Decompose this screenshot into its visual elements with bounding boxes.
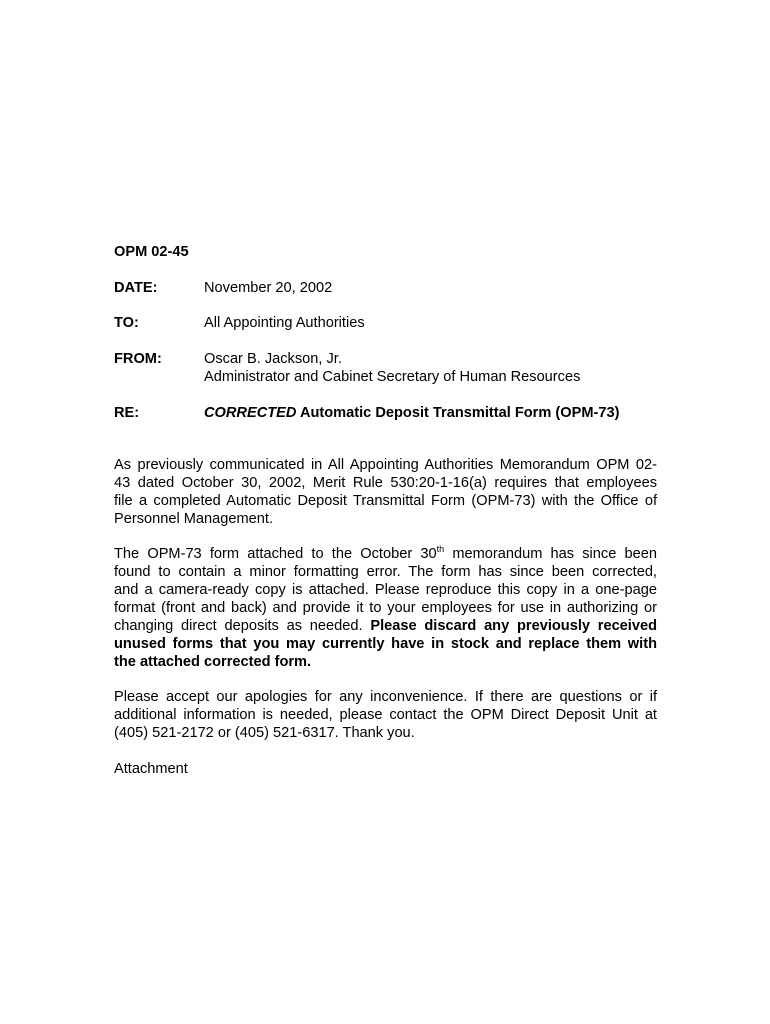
paragraph-2-text: memorandum has since been <box>444 546 657 562</box>
paragraph-2-line <box>114 545 657 563</box>
memo-number: OPM 02-45 <box>114 244 189 260</box>
paragraph-1-line: file a completed Automatic Deposit Transmittal Form (OPM-73) with the Office of <box>114 493 657 509</box>
to-label: TO: <box>114 315 139 331</box>
paragraph-3-line: (405) 521-2172 or (405) 521-6317. Thank you. <box>114 725 415 741</box>
re-label: RE: <box>114 405 140 421</box>
from-value <box>204 350 674 386</box>
paragraph-2-emphasis: Please discard any previously received <box>370 618 657 634</box>
paragraph-2-line: and a camera-ready copy is attached. Please reproduce this copy in a one-page <box>114 582 657 598</box>
re-subject: Automatic Deposit Transmittal Form (OPM-73) <box>296 405 620 421</box>
ordinal-suffix: th <box>436 544 445 555</box>
paragraph-3 <box>114 688 657 742</box>
paragraph-1 <box>114 456 657 528</box>
re-emphasis: CORRECTED <box>204 405 297 421</box>
attachment-note <box>114 760 657 778</box>
date-value: November 20, 2002 <box>204 280 333 296</box>
date-label: DATE: <box>114 280 158 296</box>
paragraph-1-line: Personnel Management. <box>114 511 274 527</box>
paragraph-2-text: changing direct deposits as needed. <box>114 618 371 634</box>
from-title: Administrator and Cabinet Secretary of Human Resources <box>204 369 581 385</box>
paragraph-2-line: format (front and back) and provide it to your employees for use in authorizing or <box>114 600 657 616</box>
paragraph-2-line: found to contain a minor formatting error. The form has since been corrected, <box>114 564 657 580</box>
paragraph-1-line: As previously communicated in All Appointing Authorities Memorandum OPM 02- <box>114 457 657 473</box>
re-value <box>204 404 674 422</box>
paragraph-2-line <box>114 617 657 635</box>
paragraph-2-emphasis-line: unused forms that you may currently have in stock and replace them with <box>114 636 657 652</box>
from-name: Oscar B. Jackson, Jr. <box>204 351 342 367</box>
paragraph-2-emphasis-line: the attached corrected form. <box>114 654 312 670</box>
paragraph-1-line: 43 dated October 30, 2002, Merit Rule 530:20-1-16(a) requires that employees <box>114 475 657 491</box>
attachment-label: Attachment <box>114 761 188 777</box>
paragraph-2 <box>114 545 657 671</box>
paragraph-3-line: Please accept our apologies for any inconvenience. If there are questions or if <box>114 689 657 705</box>
paragraph-3-line: additional information is needed, please contact the OPM Direct Deposit Unit at <box>114 707 657 723</box>
to-value: All Appointing Authorities <box>204 315 365 331</box>
paragraph-2-text: The OPM-73 form attached to the October 30 <box>114 546 437 562</box>
from-label: FROM: <box>114 351 162 367</box>
